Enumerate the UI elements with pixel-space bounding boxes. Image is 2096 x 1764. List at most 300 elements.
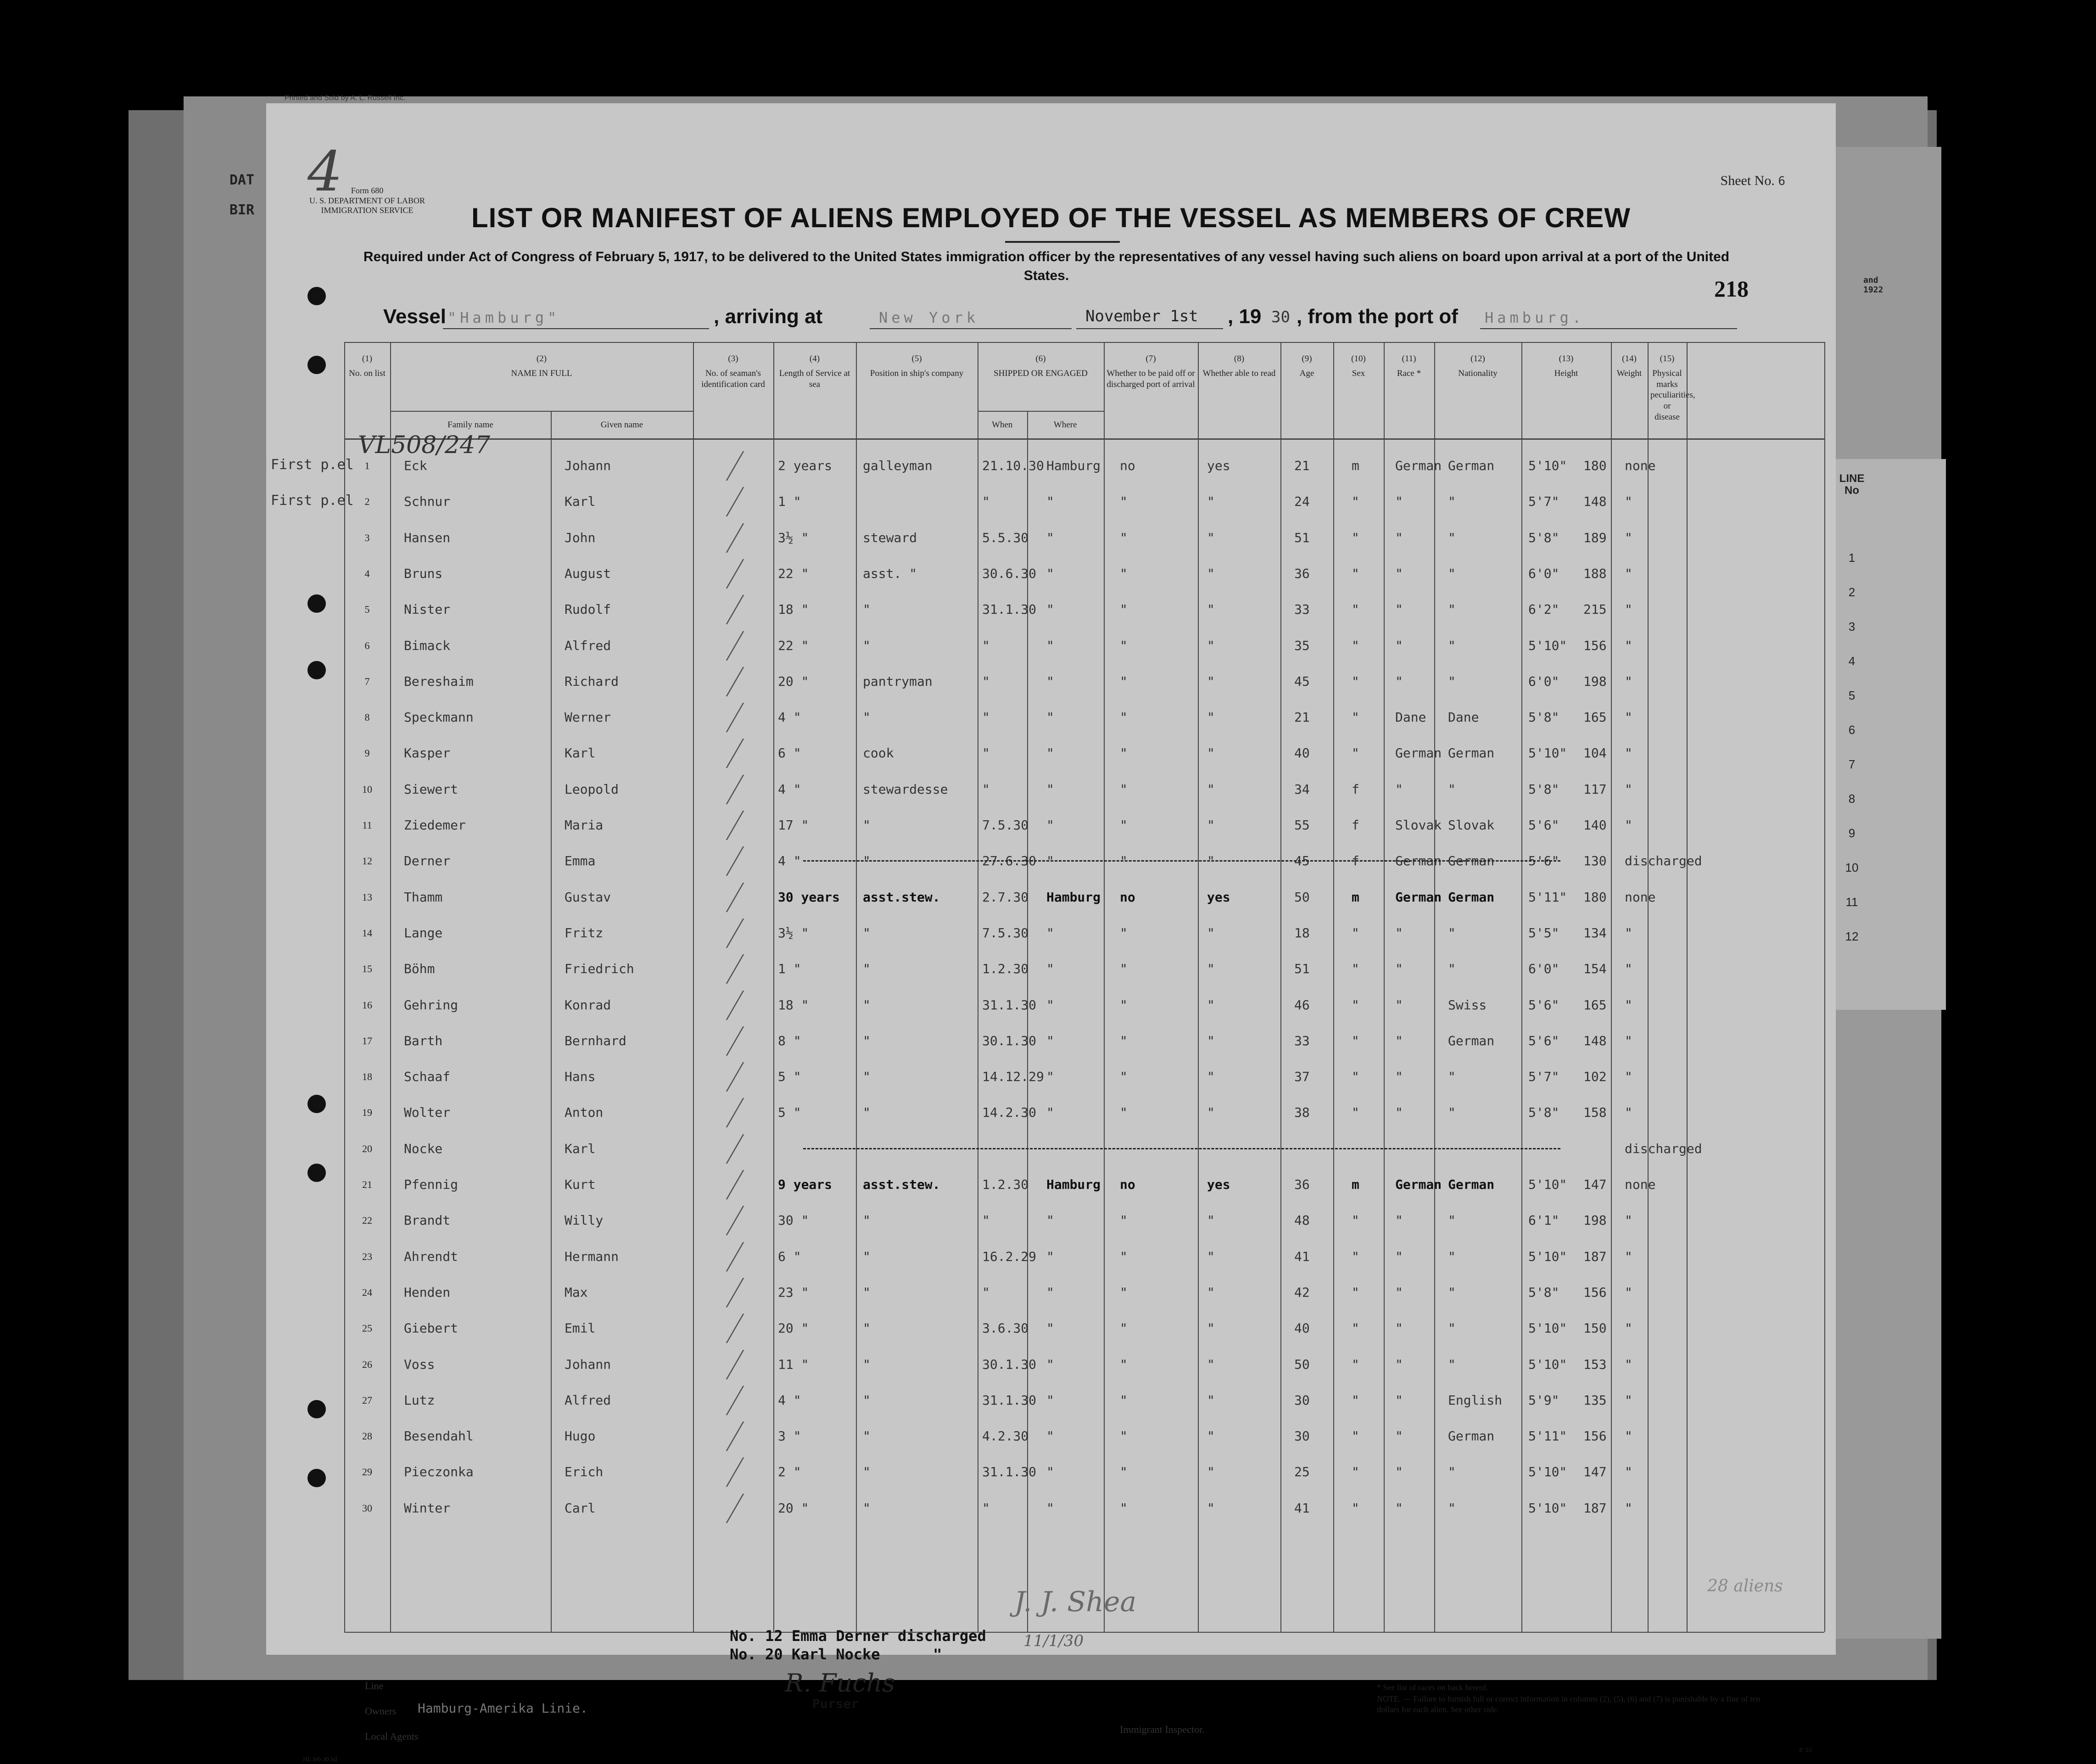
table-row — [344, 1094, 1824, 1131]
note-text: NOTE. — Failure to furnish full or correct information in columns (2), (5), (6) and (7) is punishable by a fine of ten dollars for each alien. See other side. — [1377, 1694, 1761, 1714]
cell-age: 24 — [1294, 494, 1310, 510]
checkmark — [726, 1170, 745, 1199]
left-margin-note: First p.el — [271, 493, 354, 509]
cell-marks: none — [1625, 458, 1656, 473]
cell-family: Böhm — [404, 961, 435, 977]
cell-age: 37 — [1294, 1069, 1310, 1085]
cell-race: " — [1395, 1428, 1403, 1444]
cell-service: 3½ " — [778, 925, 809, 941]
cell-age: 25 — [1294, 1464, 1310, 1480]
vessel-label: Vessel — [383, 305, 447, 328]
cell-given: Carl — [565, 1500, 596, 1516]
column-header — [1648, 342, 1695, 423]
column-number: (6) — [1035, 354, 1046, 364]
cell-race: " — [1395, 1069, 1403, 1085]
table-row — [344, 663, 1824, 700]
owners-label: Owners — [365, 1705, 397, 1717]
column-number: (1) — [362, 354, 373, 364]
column-subheader: Given name — [600, 420, 643, 430]
cell-read: " — [1207, 1356, 1215, 1372]
cell-sex: " — [1352, 961, 1359, 977]
handwritten-number: 4 — [307, 140, 343, 204]
cell-marks: " — [1625, 818, 1632, 833]
checkmark — [726, 918, 745, 948]
cell-position: " — [863, 1249, 871, 1264]
cell-nationality: " — [1448, 494, 1456, 510]
cell-weight: 187 — [1583, 1249, 1607, 1264]
cell-read: yes — [1207, 889, 1230, 905]
cell-family: Lange — [404, 925, 443, 941]
table-column-rule — [1824, 342, 1825, 1632]
local-agents-label: Local Agents — [365, 1730, 419, 1742]
cell-race: Slovak — [1395, 818, 1442, 833]
cell-service: 4 " — [778, 853, 801, 869]
row-number: 25 — [362, 1322, 372, 1334]
cell-when: " — [982, 1500, 990, 1516]
strikethrough-line — [803, 860, 1560, 862]
cell-where: " — [1046, 530, 1054, 545]
cell-age: 21 — [1294, 458, 1310, 473]
side-line-numbers — [1838, 551, 1866, 964]
checkmark — [726, 1422, 745, 1451]
cell-given: Kurt — [565, 1177, 596, 1192]
cell-service: 2 " — [778, 1464, 801, 1480]
table-row — [344, 879, 1824, 915]
table-row — [344, 1490, 1824, 1526]
arriving-label: , arriving at — [714, 305, 823, 328]
row-number: 22 — [362, 1215, 372, 1226]
purser-label: Purser — [812, 1696, 859, 1711]
cell-marks: none — [1625, 1177, 1656, 1192]
cell-read: " — [1207, 494, 1215, 510]
cell-position: cook — [863, 745, 894, 761]
inspector-date: 11/1/30 — [1023, 1632, 1084, 1650]
checkmark — [726, 523, 745, 553]
cell-read: " — [1207, 1213, 1215, 1228]
cell-read: " — [1207, 1284, 1215, 1300]
column-header — [1521, 342, 1611, 379]
table-row — [344, 520, 1824, 556]
cell-when: 27.6.30 — [982, 853, 1037, 869]
cell-family: Ziedemer — [404, 818, 466, 833]
cell-height: 5'10" — [1528, 745, 1567, 761]
cell-nationality: " — [1448, 602, 1456, 617]
cell-where: " — [1046, 1069, 1054, 1085]
cell-age: 36 — [1294, 566, 1310, 581]
row-number: 2 — [364, 496, 370, 508]
cell-position: " — [863, 1033, 871, 1048]
cell-when: " — [982, 781, 990, 797]
checkmark — [726, 1386, 745, 1415]
aliens-count-note: 28 aliens — [1707, 1577, 1783, 1596]
cell-read: " — [1207, 530, 1215, 545]
cell-paid: " — [1120, 1033, 1128, 1048]
table-row — [344, 915, 1824, 951]
cell-marks: " — [1625, 1069, 1632, 1085]
column-number: (12) — [1470, 354, 1485, 364]
cell-service: 1 " — [778, 961, 801, 977]
cell-service: 18 " — [778, 602, 809, 617]
cell-given: Werner — [565, 710, 611, 725]
cell-nationality: English — [1448, 1392, 1503, 1408]
cell-weight: 135 — [1583, 1392, 1607, 1408]
checkmark — [726, 846, 745, 876]
checkmark — [726, 631, 745, 661]
checkmark — [726, 1278, 745, 1307]
cell-nationality: " — [1448, 925, 1456, 941]
cell-where: " — [1046, 818, 1054, 833]
punch-hole — [307, 594, 326, 613]
row-number: 20 — [362, 1142, 372, 1154]
cell-age: 34 — [1294, 781, 1310, 797]
cell-paid: " — [1120, 745, 1128, 761]
cell-race: " — [1395, 1500, 1403, 1516]
cell-sex: m — [1352, 889, 1359, 905]
side-line-number: 1 — [1848, 551, 1856, 565]
cell-nationality: " — [1448, 673, 1456, 689]
cell-height: 6'0" — [1528, 961, 1559, 977]
table-row — [344, 807, 1824, 843]
row-number: 17 — [362, 1035, 372, 1047]
cell-marks: " — [1625, 494, 1632, 510]
cell-height: 5'10" — [1528, 1249, 1567, 1264]
footer — [266, 1577, 1836, 1763]
cell-nationality: German — [1448, 1428, 1495, 1444]
cell-family: Hansen — [404, 530, 451, 545]
cell-marks: " — [1625, 925, 1632, 941]
cell-weight: 147 — [1583, 1464, 1607, 1480]
cell-given: Karl — [565, 494, 596, 510]
cell-when: 1.2.30 — [982, 961, 1029, 977]
cell-position: " — [863, 1069, 871, 1085]
column-header — [773, 342, 856, 390]
cell-marks: " — [1625, 961, 1632, 977]
cell-paid: " — [1120, 1105, 1128, 1120]
cell-nationality: Swiss — [1448, 997, 1487, 1013]
edge-label-top: DAT — [229, 172, 255, 188]
line-label: Line — [365, 1680, 384, 1691]
cell-family: Derner — [404, 853, 451, 869]
cell-paid: " — [1120, 781, 1128, 797]
cell-given: Bernhard — [565, 1033, 626, 1048]
cell-height: 6'1" — [1528, 1213, 1559, 1228]
cell-sex: f — [1352, 853, 1359, 869]
checkmark — [726, 1062, 745, 1092]
cell-sex: f — [1352, 818, 1359, 833]
checkmark — [726, 883, 745, 912]
cell-paid: " — [1120, 961, 1128, 977]
cell-when: " — [982, 710, 990, 725]
port-rule — [1480, 328, 1737, 329]
cell-where: Hamburg — [1046, 1177, 1101, 1192]
cell-given: Hermann — [565, 1249, 619, 1264]
cell-age: 40 — [1294, 1321, 1310, 1336]
cell-read: " — [1207, 1392, 1215, 1408]
cell-service: 30 years — [778, 889, 840, 905]
column-number: (4) — [809, 354, 820, 364]
cell-race: " — [1395, 781, 1403, 797]
cell-where: Hamburg — [1046, 889, 1101, 905]
cell-paid: " — [1120, 494, 1128, 510]
cell-position: " — [863, 1356, 871, 1372]
cell-weight: 117 — [1583, 781, 1607, 797]
cell-marks: " — [1625, 1356, 1632, 1372]
cell-given: Friedrich — [565, 961, 634, 977]
cell-family: Kasper — [404, 745, 451, 761]
cell-paid: " — [1120, 1500, 1128, 1516]
year-suffix: 30 — [1271, 308, 1290, 326]
cell-race: German — [1395, 853, 1442, 869]
column-header — [693, 342, 773, 390]
cell-read: " — [1207, 566, 1215, 581]
cell-sex: " — [1352, 494, 1359, 510]
cell-given: Fritz — [565, 925, 604, 941]
handwritten-annotation: VL508/247 — [358, 431, 491, 459]
cell-race: " — [1395, 1284, 1403, 1300]
cell-height: 5'8" — [1528, 530, 1559, 545]
title-rule — [1005, 241, 1120, 243]
cell-position: " — [863, 1464, 871, 1480]
column-label: Sex — [1352, 368, 1365, 378]
column-label: No. of seaman's identification card — [701, 368, 765, 389]
cell-marks: " — [1625, 530, 1632, 545]
cell-age: 40 — [1294, 745, 1310, 761]
service-name: IMMIGRATION SERVICE — [321, 206, 414, 215]
cell-where: " — [1046, 602, 1054, 617]
cell-weight: 156 — [1583, 1428, 1607, 1444]
cell-position: " — [863, 1213, 871, 1228]
cell-nationality: " — [1448, 530, 1456, 545]
cell-height: 5'11" — [1528, 1428, 1567, 1444]
cell-service: 4 " — [778, 781, 801, 797]
row-number: 21 — [362, 1179, 372, 1190]
checkmark — [726, 595, 745, 624]
cell-position: stewardesse — [863, 781, 948, 797]
table-row — [344, 951, 1824, 987]
side-line-number: 3 — [1848, 620, 1856, 633]
cell-position: pantryman — [863, 673, 933, 689]
row-number: 27 — [362, 1394, 372, 1406]
cell-where: " — [1046, 781, 1054, 797]
cell-given: Alfred — [565, 638, 611, 653]
cell-nationality: " — [1448, 638, 1456, 653]
cell-race: " — [1395, 1213, 1403, 1228]
cell-read: " — [1207, 602, 1215, 617]
cell-position: steward — [863, 530, 917, 545]
cell-family: Nocke — [404, 1141, 443, 1156]
cell-paid: " — [1120, 853, 1128, 869]
cell-height: 5'6" — [1528, 818, 1559, 833]
table-row — [344, 1166, 1824, 1203]
cell-race: " — [1395, 925, 1403, 941]
cell-where: " — [1046, 853, 1054, 869]
cell-family: Bereshaim — [404, 673, 474, 689]
cell-weight: 154 — [1583, 961, 1607, 977]
strikethrough-line — [803, 1148, 1560, 1149]
cell-nationality: Dane — [1448, 710, 1479, 725]
cell-age: 21 — [1294, 710, 1310, 725]
cell-age: 46 — [1294, 997, 1310, 1013]
cell-race: " — [1395, 638, 1403, 653]
cell-service: 11 " — [778, 1356, 809, 1372]
stamp-number: 218 — [1714, 276, 1749, 302]
cell-sex: " — [1352, 1356, 1359, 1372]
cell-paid: " — [1120, 1284, 1128, 1300]
column-header — [978, 342, 1104, 379]
cell-read: " — [1207, 638, 1215, 653]
column-label: Whether to be paid off or discharged port of arrival — [1107, 368, 1195, 389]
cell-sex: " — [1352, 925, 1359, 941]
punch-hole — [307, 1400, 326, 1418]
cell-when: 7.5.30 — [982, 925, 1029, 941]
cell-when: 31.1.30 — [982, 997, 1037, 1013]
cell-weight: 180 — [1583, 889, 1607, 905]
cell-weight: 187 — [1583, 1500, 1607, 1516]
table-row — [344, 1346, 1824, 1383]
cell-sex: " — [1352, 1284, 1359, 1300]
cell-family: Ahrendt — [404, 1249, 458, 1264]
cell-marks: " — [1625, 1105, 1632, 1120]
cell-sex: m — [1352, 1177, 1359, 1192]
cell-weight: 153 — [1583, 1356, 1607, 1372]
cell-marks: " — [1625, 781, 1632, 797]
checkmark — [726, 1494, 745, 1523]
cell-where: " — [1046, 1249, 1054, 1264]
inspector-label: Immigrant Inspector. — [1120, 1724, 1205, 1735]
cell-age: 50 — [1294, 1356, 1310, 1372]
cell-when: 3.6.30 — [982, 1321, 1029, 1336]
column-number: (2) — [536, 354, 547, 364]
cell-given: Leopold — [565, 781, 619, 797]
cell-read: " — [1207, 961, 1215, 977]
cell-position: " — [863, 925, 871, 941]
column-label: Height — [1554, 368, 1578, 378]
cell-where: Hamburg — [1046, 458, 1101, 473]
cell-marks: " — [1625, 566, 1632, 581]
cell-race: " — [1395, 1356, 1403, 1372]
column-number: (8) — [1234, 354, 1245, 364]
cell-where: " — [1046, 673, 1054, 689]
sheet-number-value: 6 — [1778, 174, 1785, 188]
cell-position: " — [863, 602, 871, 617]
cell-weight: 198 — [1583, 673, 1607, 689]
cell-given: Karl — [565, 745, 596, 761]
cell-where: " — [1046, 1033, 1054, 1048]
cell-sex: f — [1352, 781, 1359, 797]
cell-where: " — [1046, 925, 1054, 941]
cell-race: German — [1395, 745, 1442, 761]
cell-position: " — [863, 1428, 871, 1444]
cell-nationality: " — [1448, 1284, 1456, 1300]
cell-nationality: " — [1448, 1213, 1456, 1228]
cell-family: Winter — [404, 1500, 451, 1516]
cell-marks: " — [1625, 1392, 1632, 1408]
checkmark — [726, 451, 745, 481]
cell-read: " — [1207, 1249, 1215, 1264]
row-number: 29 — [362, 1466, 372, 1478]
cell-sex: " — [1352, 1428, 1359, 1444]
checkmark — [726, 487, 745, 516]
cell-read: " — [1207, 997, 1215, 1013]
cell-when: 30.1.30 — [982, 1033, 1037, 1048]
column-number: (15) — [1660, 354, 1675, 364]
table-row — [344, 1418, 1824, 1454]
cell-service: 17 " — [778, 818, 809, 833]
cell-nationality: " — [1448, 1500, 1456, 1516]
cell-service: 30 " — [778, 1213, 809, 1228]
cell-nationality: German — [1448, 853, 1495, 869]
cell-height: 5'10" — [1528, 1500, 1567, 1516]
arriving-rule — [870, 328, 1072, 329]
row-number: 6 — [364, 639, 370, 651]
cell-family: Thamm — [404, 889, 443, 905]
cell-weight: 156 — [1583, 1284, 1607, 1300]
cell-paid: " — [1120, 1069, 1128, 1085]
footnote-discharged-2: No. 20 Karl Nocke " — [730, 1646, 942, 1663]
arrival-date: November 1st — [1085, 307, 1198, 325]
cell-read: " — [1207, 1069, 1215, 1085]
cell-race: Dane — [1395, 710, 1426, 725]
race-note: * See list of races on back hereof. — [1377, 1683, 1488, 1692]
punch-hole — [307, 356, 326, 374]
edge-label-right: and 1922 — [1863, 275, 1884, 295]
cell-sex: " — [1352, 710, 1359, 725]
checkmark — [726, 1314, 745, 1343]
cell-weight: 148 — [1583, 1033, 1607, 1048]
cell-family: Schaaf — [404, 1069, 451, 1085]
cell-age: 30 — [1294, 1428, 1310, 1444]
table-row — [344, 1382, 1824, 1418]
column-header — [1611, 342, 1648, 379]
table-row — [344, 843, 1824, 879]
cell-read: " — [1207, 745, 1215, 761]
side-line-number: 7 — [1848, 757, 1856, 771]
cell-sex: " — [1352, 1033, 1359, 1048]
cell-marks: " — [1625, 1321, 1632, 1336]
cell-family: Eck — [404, 458, 427, 473]
cell-position: " — [863, 1105, 871, 1120]
cell-when: 14.2.30 — [982, 1105, 1037, 1120]
checkmark — [726, 1098, 745, 1127]
cell-race: " — [1395, 997, 1403, 1013]
checkmark — [726, 559, 745, 588]
cell-age: 30 — [1294, 1392, 1310, 1408]
row-number: 10 — [362, 783, 372, 795]
form-code-right: P. 53 — [1799, 1747, 1812, 1754]
subheader-rule — [978, 411, 1104, 412]
cell-paid: " — [1120, 1213, 1128, 1228]
column-number: (5) — [911, 354, 922, 364]
checkmark — [726, 1457, 745, 1487]
column-header — [856, 342, 978, 379]
cell-age: 35 — [1294, 638, 1310, 653]
cell-weight: 104 — [1583, 745, 1607, 761]
cell-family: Pfennig — [404, 1177, 458, 1192]
column-label: Physical marks peculiarities, or disease — [1650, 368, 1695, 422]
cell-marks: discharged — [1625, 1141, 1702, 1156]
cell-marks: " — [1625, 638, 1632, 653]
checkmark — [726, 1350, 745, 1379]
table-row — [344, 699, 1824, 735]
cell-age: 18 — [1294, 925, 1310, 941]
year-label: , 19 — [1228, 305, 1262, 328]
punch-hole — [307, 287, 326, 305]
cell-paid: " — [1120, 1321, 1128, 1336]
punch-hole — [307, 1164, 326, 1182]
cell-service: 6 " — [778, 745, 801, 761]
cell-weight: 158 — [1583, 1105, 1607, 1120]
cell-given: Maria — [565, 818, 604, 833]
